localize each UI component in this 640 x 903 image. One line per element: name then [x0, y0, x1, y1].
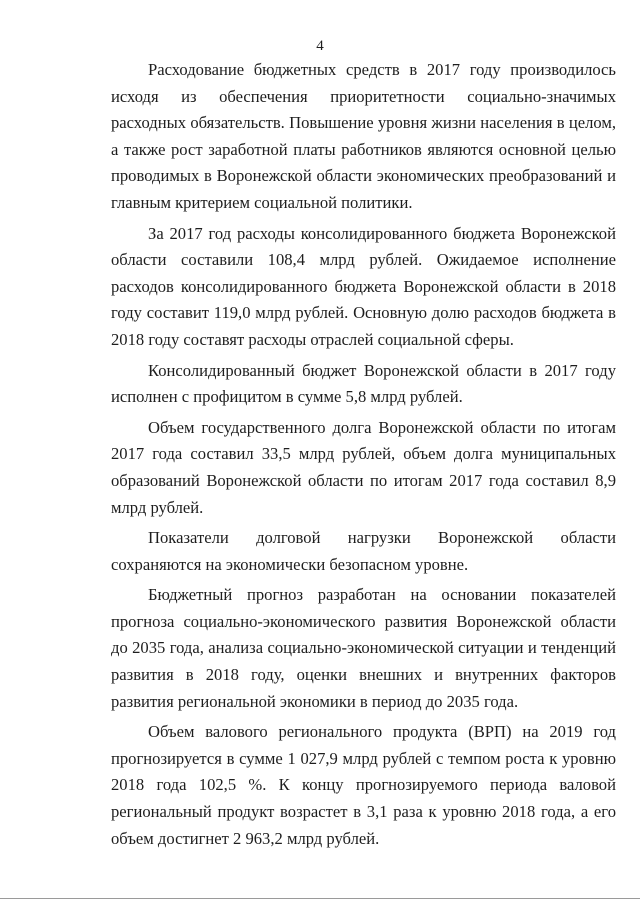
scan-bottom-edge [0, 898, 640, 899]
document-body [111, 57, 616, 856]
paragraph-budget-forecast: Бюджетный прогноз разработан на основании показателей прогноза социально-экономического развития Воронежской области до 2035 года, анализа социально-экономической ситуации и тенденций развития в 2018 году, оценки внешних и внутренних факторов развития региональной экономики в период до 2035 года. [111, 585, 616, 711]
paragraph-debt-load: Показатели долговой нагрузки Воронежской области сохраняются на экономически безопасном уровне. [111, 528, 616, 574]
page-number: 4 [316, 38, 324, 54]
paragraph-consolidated-expenses: За 2017 год расходы консолидированного бюджета Воронежской области составили 108,4 млрд рублей. Ожидаемое исполнение расходов консолидированного бюджета Воронежской области в 2018 году составит 119,0 млрд рублей. Основную долю расходов бюджета в 2018 году составят расходы отраслей социальной сферы. [111, 223, 616, 349]
paragraph-grp: Объем валового регионального продукта (ВРП) на 2019 год прогнозируется в сумме 1 027,9 млрд рублей с темпом роста к уровню 2018 года 102,5 %. К концу прогнозируемого периода валовой региональный продукт возрастет в 3,1 раза к уровню 2018 года, а его объем достигнет 2 963,2 млрд рублей. [111, 722, 616, 848]
paragraph-public-debt: Объем государственного долга Воронежской области по итогам 2017 года составил 33,5 млрд рублей, объем долга муниципальных образований Воронежской области по итогам 2017 года составил 8,9 млрд рублей. [111, 417, 616, 517]
paragraph-surplus: Консолидированный бюджет Воронежской области в 2017 году исполнен с профицитом в сумме 5,8 млрд рублей. [111, 360, 616, 407]
paragraph-budget-spending: Расходование бюджетных средств в 2017 году производилось исходя из обеспечения приоритетности социально-значимых расходных обязательств. Повышение уровня жизни населения в целом, а также рост заработной платы работников являются основной целью проводимых в Воронежской области экономических преобразований и главным критерием социальной политики. [111, 60, 616, 212]
